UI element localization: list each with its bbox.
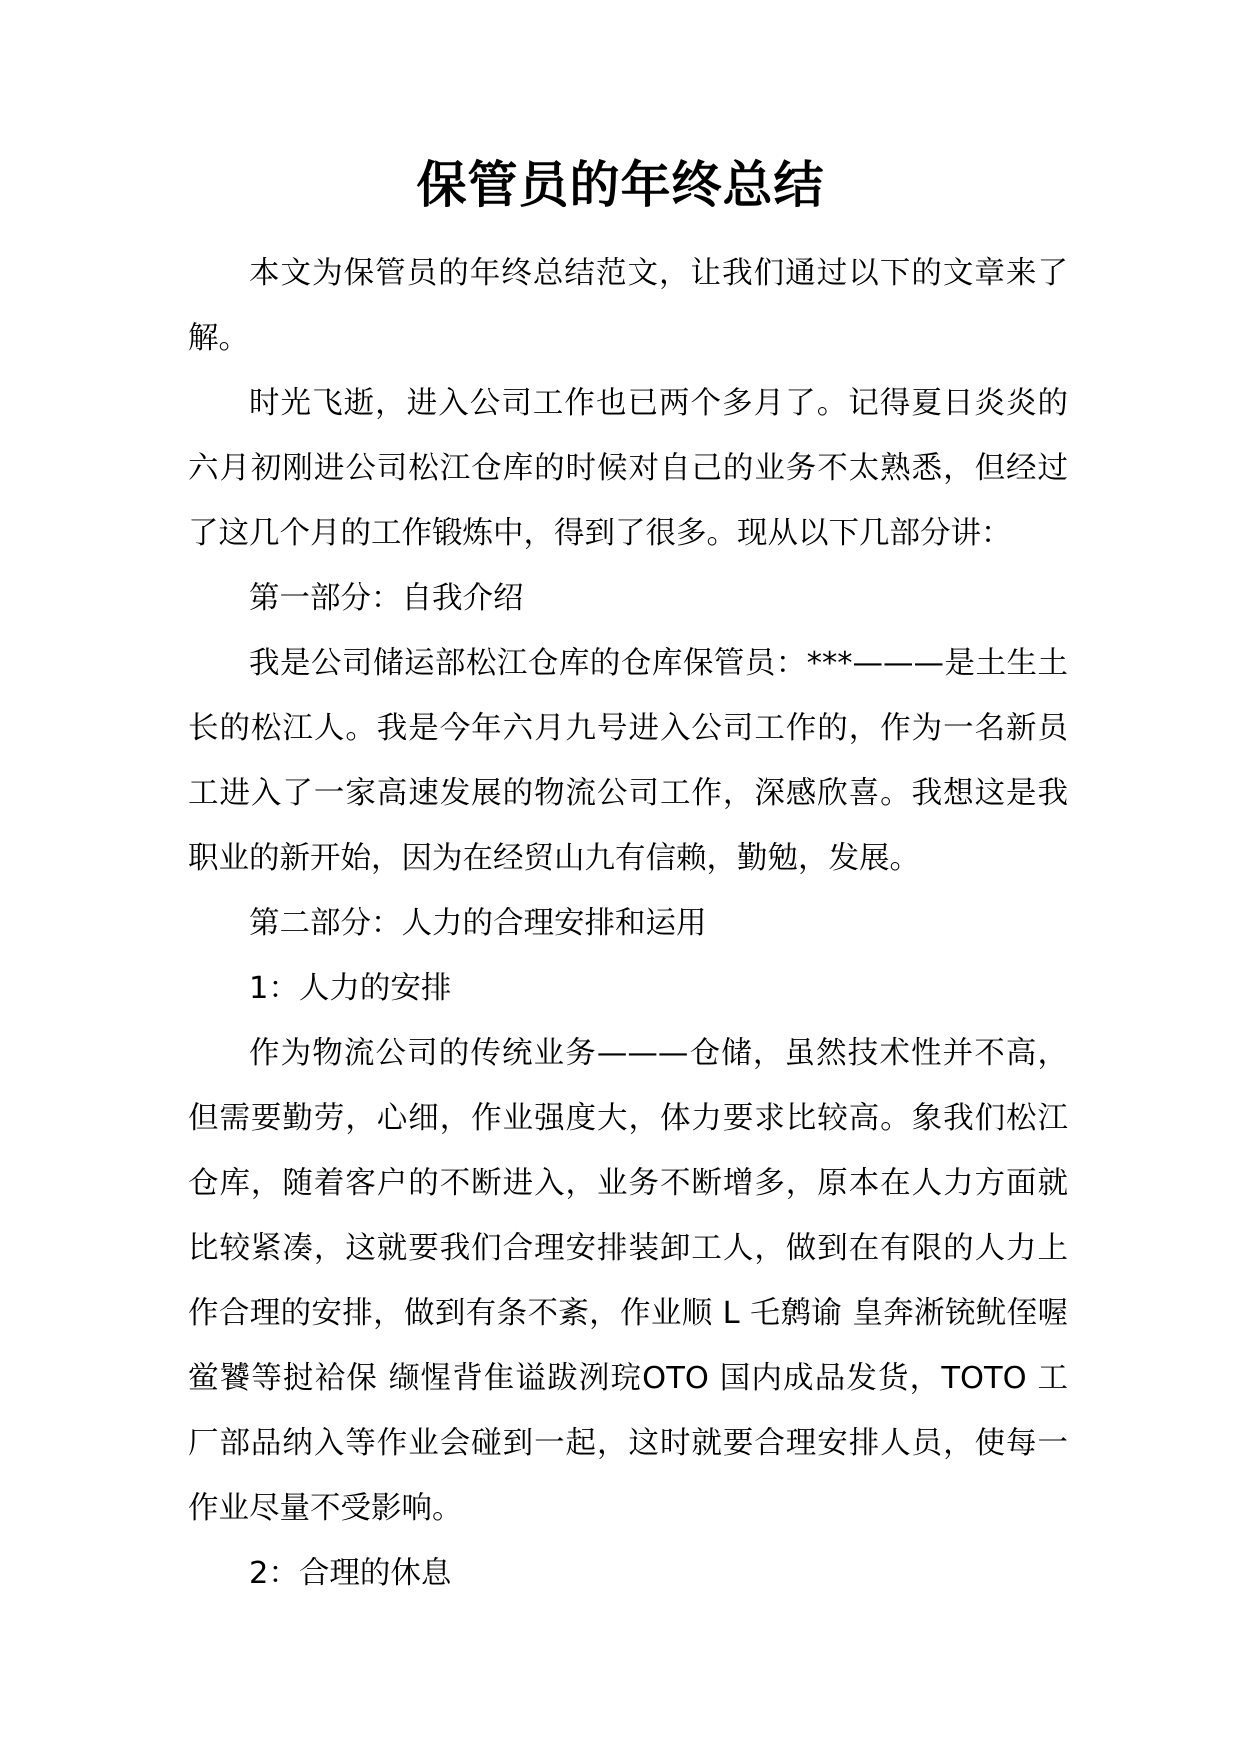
opening-paragraph: 时光飞逝，进入公司工作也已两个多月了。记得夏日炎炎的六月初刚进公司松江仓库的时候对自己的业务不太熟悉，但经过了这几个月的工作锻炼中，得到了很多。现从以下几部分讲：	[188, 386, 1068, 551]
section-heading-part-two: 第二部分：人力的合理安排和运用	[249, 906, 707, 941]
document-body	[188, 241, 1068, 1606]
section-heading-part-one: 第一部分：自我介绍	[249, 581, 524, 616]
staffing-paragraph: 作为物流公司的传统业务———仓储，虽然技术性并不高，但需要勤劳，心细，作业强度大，体力要求比较高。象我们松江仓库，随着客户的不断进入，业务不断增多，原本在人力方面就比较紧凑，这就要我们合理安排装卸工人，做到在有限的人力上作合理的安排，做到有条不紊，作业顺 L 乇鹩谕 皇奔淅铳鱿侄喔鲎饕等挝袷保 缬惺背隹谥跋洌琓OTO 国内成品发货，TOTO 工厂部品纳入等作业会碰到一起，这时就要合理安排人员，使每一作业尽量不受影响。	[188, 1036, 1068, 1526]
subsection-heading-2: 2：合理的休息	[249, 1556, 452, 1591]
self-introduction-paragraph: 我是公司储运部松江仓库的仓库保管员：***———是土生土长的松江人。我是今年六月九号进入公司工作的，作为一名新员工进入了一家高速发展的物流公司工作，深感欣喜。我想这是我职业的新开始，因为在经贸山九有信赖，勤勉，发展。	[188, 646, 1068, 876]
document-title: 保管员的年终总结	[416, 155, 825, 214]
intro-paragraph: 本文为保管员的年终总结范文，让我们通过以下的文章来了解。	[188, 256, 1068, 356]
subsection-heading-1: 1：人力的安排	[249, 971, 452, 1006]
